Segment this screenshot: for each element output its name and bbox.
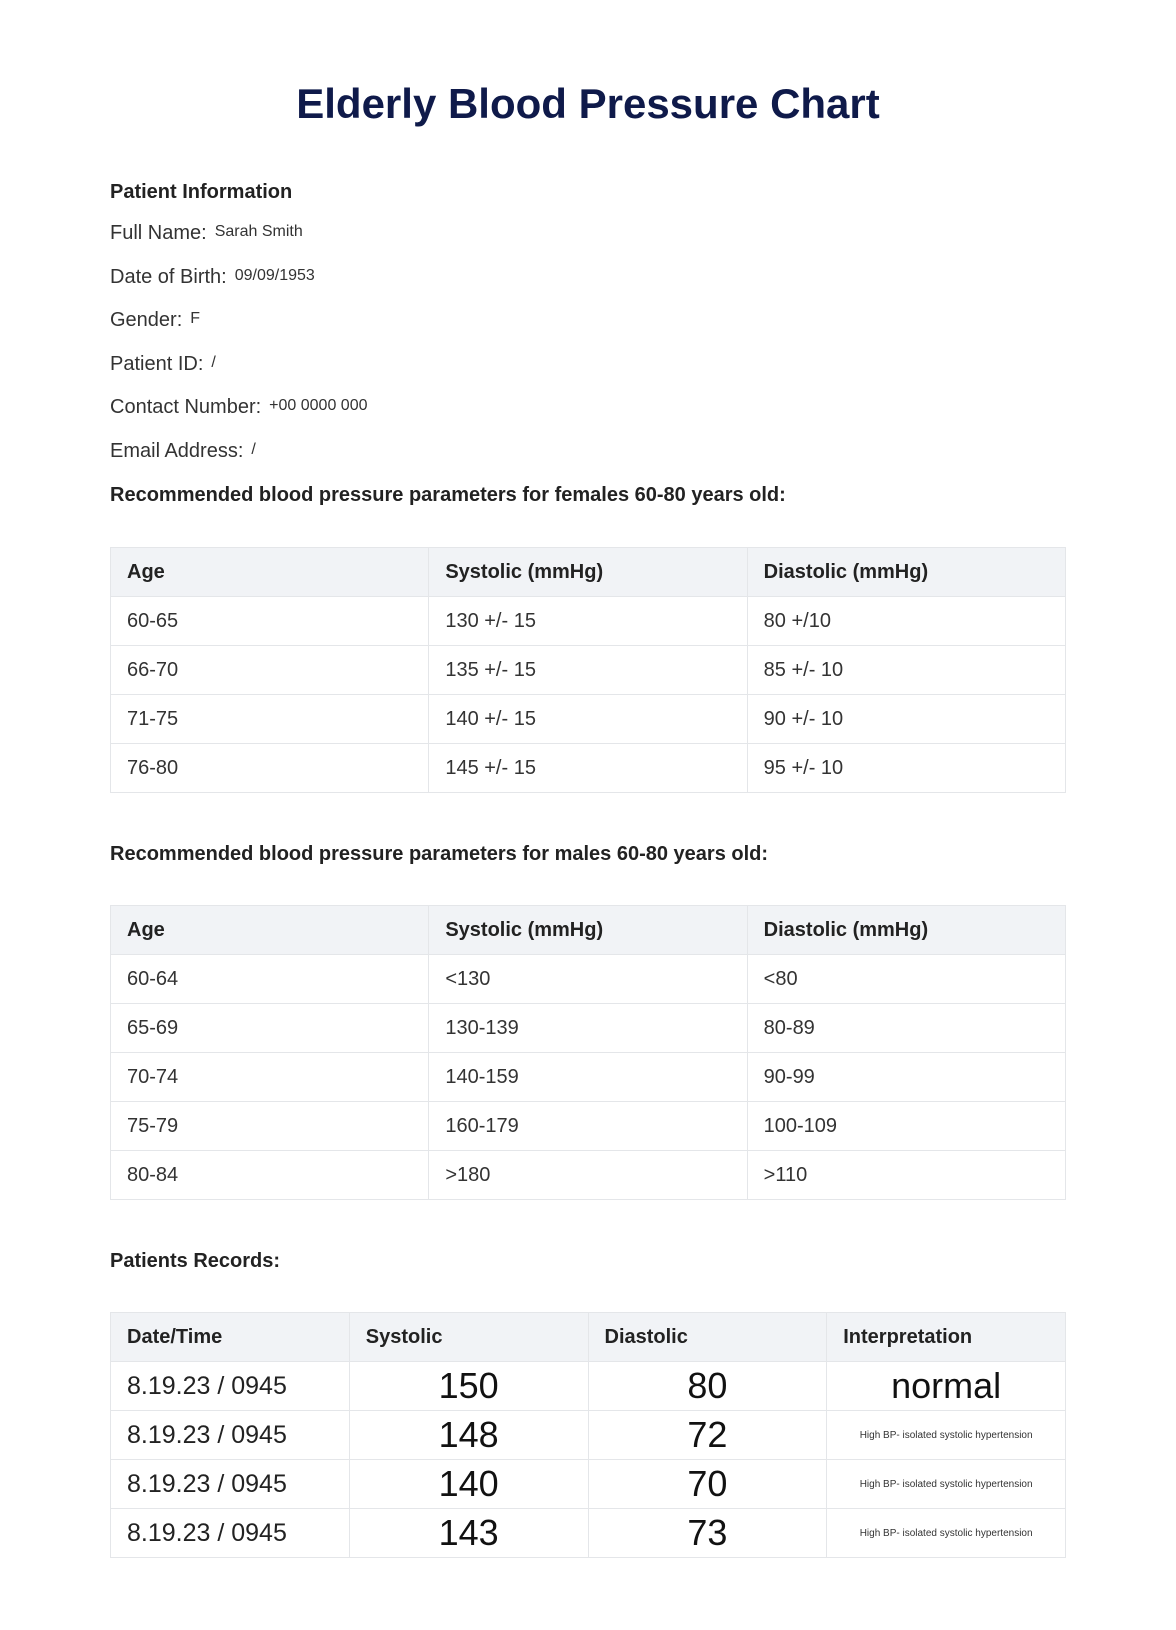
table-cell: 72 <box>588 1411 827 1460</box>
table-row <box>111 1362 1066 1411</box>
patient-field <box>110 266 315 289</box>
page-title: Elderly Blood Pressure Chart <box>296 80 880 127</box>
table-row <box>111 597 1066 646</box>
field-value: / <box>251 440 256 458</box>
table-row <box>111 1151 1066 1200</box>
field-label: Patient ID: <box>110 352 204 375</box>
patient-field <box>110 396 368 419</box>
table-cell: <130 <box>429 955 747 1004</box>
table-cell: 70-74 <box>111 1053 429 1102</box>
table-cell: 80 +/10 <box>747 597 1065 646</box>
table-cell: 80-89 <box>747 1004 1065 1053</box>
table-cell: 148 <box>349 1411 588 1460</box>
table-header-row <box>111 1313 1066 1362</box>
table-cell: 100-109 <box>747 1102 1065 1151</box>
female-params-heading: Recommended blood pressure parameters for females 60-80 years old: <box>110 484 786 506</box>
table-cell: 135 +/- 15 <box>429 646 747 695</box>
patient-field <box>110 222 303 245</box>
table-cell: 160-179 <box>429 1102 747 1151</box>
column-header: Interpretation <box>827 1313 1066 1362</box>
table-cell: 73 <box>588 1509 827 1558</box>
field-label: Email Address: <box>110 439 244 462</box>
table-row <box>111 1053 1066 1102</box>
table-cell: 8.19.23 / 0945 <box>111 1460 350 1509</box>
column-header: Diastolic (mmHg) <box>747 548 1065 597</box>
table-cell: 140-159 <box>429 1053 747 1102</box>
table-cell: 65-69 <box>111 1004 429 1053</box>
table-cell: 95 +/- 10 <box>747 744 1065 793</box>
table-cell: >110 <box>747 1151 1065 1200</box>
table-cell: 70 <box>588 1460 827 1509</box>
column-header: Systolic <box>349 1313 588 1362</box>
field-value: +00 0000 000 <box>269 397 368 414</box>
table-cell: 60-64 <box>111 955 429 1004</box>
table-cell: High BP- isolated systolic hypertension <box>827 1460 1066 1509</box>
table-cell: 90 +/- 10 <box>747 695 1065 744</box>
field-value: Sarah Smith <box>214 223 303 240</box>
table-cell: 8.19.23 / 0945 <box>111 1509 350 1558</box>
male-params-heading: Recommended blood pressure parameters for males 60-80 years old: <box>110 843 769 865</box>
column-header: Systolic (mmHg) <box>429 906 747 955</box>
records-heading: Patients Records: <box>110 1250 281 1272</box>
table-cell: 150 <box>349 1362 588 1411</box>
table-header-row <box>111 906 1066 955</box>
column-header: Age <box>111 548 429 597</box>
table-row <box>111 695 1066 744</box>
table-row <box>111 1509 1066 1558</box>
table-cell: 140 +/- 15 <box>429 695 747 744</box>
column-header: Date/Time <box>111 1313 350 1362</box>
field-value: 09/09/1953 <box>234 266 315 284</box>
field-value: / <box>211 353 216 371</box>
table-cell: <80 <box>747 955 1065 1004</box>
field-label: Date of Birth: <box>110 265 227 288</box>
patient-info-heading: Patient Information <box>110 181 293 203</box>
table-row <box>111 1004 1066 1053</box>
female-params-table <box>110 547 1066 793</box>
table-cell: 130-139 <box>429 1004 747 1053</box>
table-cell: 90-99 <box>747 1053 1065 1102</box>
table-row <box>111 646 1066 695</box>
table-cell: 80 <box>588 1362 827 1411</box>
table-row <box>111 744 1066 793</box>
field-label: Full Name: <box>110 222 207 244</box>
patient-field <box>110 353 216 376</box>
patient-field <box>110 309 200 332</box>
column-header: Diastolic (mmHg) <box>747 906 1065 955</box>
table-cell: 80-84 <box>111 1151 429 1200</box>
table-cell: normal <box>827 1362 1066 1411</box>
table-cell: 130 +/- 15 <box>429 597 747 646</box>
column-header: Diastolic <box>588 1313 827 1362</box>
table-cell: 85 +/- 10 <box>747 646 1065 695</box>
male-params-table <box>110 905 1066 1200</box>
field-label: Contact Number: <box>110 396 262 418</box>
table-cell: 143 <box>349 1509 588 1558</box>
table-cell: 75-79 <box>111 1102 429 1151</box>
patient-records-table <box>110 1312 1066 1558</box>
column-header: Systolic (mmHg) <box>429 548 747 597</box>
table-row <box>111 955 1066 1004</box>
patient-field <box>110 440 256 463</box>
table-cell: >180 <box>429 1151 747 1200</box>
table-cell: 66-70 <box>111 646 429 695</box>
table-cell: 60-65 <box>111 597 429 646</box>
column-header: Age <box>111 906 429 955</box>
table-cell: 140 <box>349 1460 588 1509</box>
field-label: Gender: <box>110 309 183 331</box>
table-cell: High BP- isolated systolic hypertension <box>827 1411 1066 1460</box>
table-header-row <box>111 548 1066 597</box>
table-row <box>111 1460 1066 1509</box>
table-cell: High BP- isolated systolic hypertension <box>827 1509 1066 1558</box>
field-value: F <box>190 310 201 327</box>
table-cell: 145 +/- 15 <box>429 744 747 793</box>
table-cell: 76-80 <box>111 744 429 793</box>
table-cell: 71-75 <box>111 695 429 744</box>
table-cell: 8.19.23 / 0945 <box>111 1411 350 1460</box>
table-row <box>111 1411 1066 1460</box>
table-cell: 8.19.23 / 0945 <box>111 1362 350 1411</box>
table-row <box>111 1102 1066 1151</box>
